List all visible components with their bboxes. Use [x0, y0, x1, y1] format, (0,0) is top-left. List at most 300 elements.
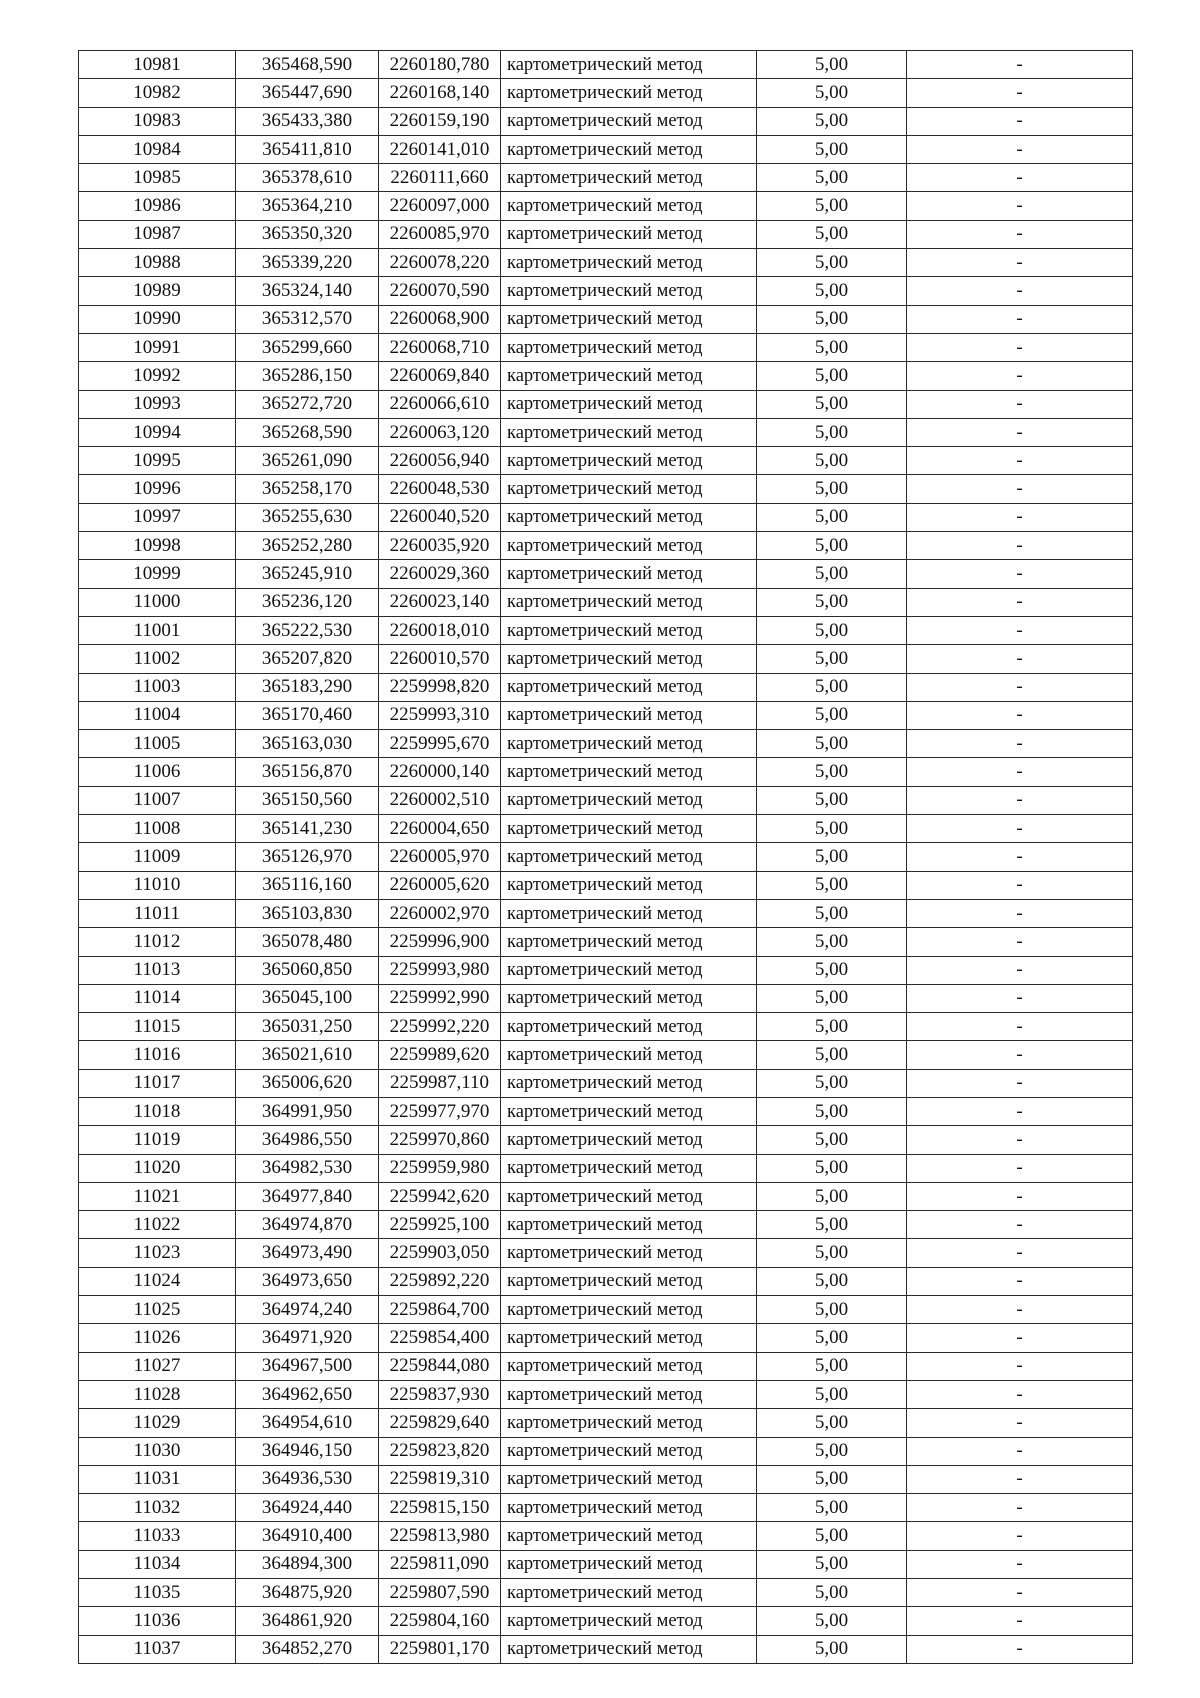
x-coordinate-cell: 365258,170 — [236, 475, 379, 503]
accuracy-cell: 5,00 — [757, 475, 907, 503]
description-cell: - — [907, 1579, 1133, 1607]
point-number-cell: 10995 — [79, 447, 236, 475]
point-number-cell: 11018 — [79, 1097, 236, 1125]
accuracy-cell: 5,00 — [757, 1494, 907, 1522]
y-coordinate-cell: 2260002,970 — [379, 899, 501, 927]
description-cell: - — [907, 1607, 1133, 1635]
y-coordinate-cell: 2260023,140 — [379, 588, 501, 616]
description-cell: - — [907, 956, 1133, 984]
description-cell: - — [907, 730, 1133, 758]
description-cell: - — [907, 135, 1133, 163]
point-number-cell: 10997 — [79, 503, 236, 531]
y-coordinate-cell: 2259992,990 — [379, 984, 501, 1012]
method-cell: картометрический метод — [501, 1494, 757, 1522]
accuracy-cell: 5,00 — [757, 1550, 907, 1578]
description-cell: - — [907, 1522, 1133, 1550]
method-cell: картометрический метод — [501, 475, 757, 503]
point-number-cell: 11028 — [79, 1380, 236, 1408]
table-row — [79, 956, 1133, 984]
table-row — [79, 1494, 1133, 1522]
description-cell: - — [907, 1494, 1133, 1522]
x-coordinate-cell: 365183,290 — [236, 673, 379, 701]
accuracy-cell: 5,00 — [757, 220, 907, 248]
point-number-cell: 11000 — [79, 588, 236, 616]
description-cell: - — [907, 1465, 1133, 1493]
description-cell: - — [907, 701, 1133, 729]
y-coordinate-cell: 2260005,620 — [379, 871, 501, 899]
point-number-cell: 10982 — [79, 79, 236, 107]
point-number-cell: 11026 — [79, 1324, 236, 1352]
accuracy-cell: 5,00 — [757, 1352, 907, 1380]
method-cell: картометрический метод — [501, 701, 757, 729]
x-coordinate-cell: 365299,660 — [236, 333, 379, 361]
accuracy-cell: 5,00 — [757, 447, 907, 475]
table-row — [79, 786, 1133, 814]
accuracy-cell: 5,00 — [757, 418, 907, 446]
description-cell: - — [907, 220, 1133, 248]
y-coordinate-cell: 2260078,220 — [379, 249, 501, 277]
point-number-cell: 10985 — [79, 164, 236, 192]
table-row — [79, 1352, 1133, 1380]
method-cell: картометрический метод — [501, 1239, 757, 1267]
y-coordinate-cell: 2260029,360 — [379, 560, 501, 588]
x-coordinate-cell: 364971,920 — [236, 1324, 379, 1352]
description-cell: - — [907, 79, 1133, 107]
point-number-cell: 11020 — [79, 1154, 236, 1182]
description-cell: - — [907, 333, 1133, 361]
table-row — [79, 673, 1133, 701]
y-coordinate-cell: 2259970,860 — [379, 1126, 501, 1154]
y-coordinate-cell: 2260004,650 — [379, 815, 501, 843]
x-coordinate-cell: 364974,240 — [236, 1296, 379, 1324]
y-coordinate-cell: 2259992,220 — [379, 1013, 501, 1041]
x-coordinate-cell: 365378,610 — [236, 164, 379, 192]
point-number-cell: 11029 — [79, 1409, 236, 1437]
x-coordinate-cell: 365126,970 — [236, 843, 379, 871]
method-cell: картометрический метод — [501, 843, 757, 871]
method-cell: картометрический метод — [501, 1550, 757, 1578]
table-row — [79, 447, 1133, 475]
y-coordinate-cell: 2259823,820 — [379, 1437, 501, 1465]
y-coordinate-cell: 2260168,140 — [379, 79, 501, 107]
x-coordinate-cell: 365245,910 — [236, 560, 379, 588]
description-cell: - — [907, 1437, 1133, 1465]
point-number-cell: 11007 — [79, 786, 236, 814]
description-cell: - — [907, 1041, 1133, 1069]
accuracy-cell: 5,00 — [757, 1437, 907, 1465]
method-cell: картометрический метод — [501, 560, 757, 588]
accuracy-cell: 5,00 — [757, 899, 907, 927]
accuracy-cell: 5,00 — [757, 192, 907, 220]
table-row — [79, 305, 1133, 333]
x-coordinate-cell: 364924,440 — [236, 1494, 379, 1522]
y-coordinate-cell: 2260070,590 — [379, 277, 501, 305]
table-row — [79, 1126, 1133, 1154]
x-coordinate-cell: 365021,610 — [236, 1041, 379, 1069]
table-row — [79, 1154, 1133, 1182]
point-number-cell: 11004 — [79, 701, 236, 729]
method-cell: картометрический метод — [501, 1579, 757, 1607]
description-cell: - — [907, 249, 1133, 277]
table-row — [79, 135, 1133, 163]
description-cell: - — [907, 1380, 1133, 1408]
y-coordinate-cell: 2259995,670 — [379, 730, 501, 758]
description-cell: - — [907, 1267, 1133, 1295]
table-row — [79, 560, 1133, 588]
x-coordinate-cell: 364852,270 — [236, 1635, 379, 1663]
accuracy-cell: 5,00 — [757, 786, 907, 814]
point-number-cell: 11002 — [79, 645, 236, 673]
accuracy-cell: 5,00 — [757, 560, 907, 588]
accuracy-cell: 5,00 — [757, 1607, 907, 1635]
y-coordinate-cell: 2260141,010 — [379, 135, 501, 163]
table-row — [79, 51, 1133, 79]
method-cell: картометрический метод — [501, 1607, 757, 1635]
y-coordinate-cell: 2259844,080 — [379, 1352, 501, 1380]
x-coordinate-cell: 365324,140 — [236, 277, 379, 305]
point-number-cell: 11027 — [79, 1352, 236, 1380]
accuracy-cell: 5,00 — [757, 390, 907, 418]
coordinates-table — [78, 50, 1133, 1664]
y-coordinate-cell: 2259903,050 — [379, 1239, 501, 1267]
x-coordinate-cell: 365150,560 — [236, 786, 379, 814]
x-coordinate-cell: 364991,950 — [236, 1097, 379, 1125]
point-number-cell: 11037 — [79, 1635, 236, 1663]
method-cell: картометрический метод — [501, 1267, 757, 1295]
y-coordinate-cell: 2259854,400 — [379, 1324, 501, 1352]
table-row — [79, 79, 1133, 107]
description-cell: - — [907, 1296, 1133, 1324]
x-coordinate-cell: 365272,720 — [236, 390, 379, 418]
point-number-cell: 10999 — [79, 560, 236, 588]
table-row — [79, 1465, 1133, 1493]
x-coordinate-cell: 365286,150 — [236, 362, 379, 390]
method-cell: картометрический метод — [501, 447, 757, 475]
point-number-cell: 11024 — [79, 1267, 236, 1295]
method-cell: картометрический метод — [501, 1126, 757, 1154]
method-cell: картометрический метод — [501, 786, 757, 814]
description-cell: - — [907, 786, 1133, 814]
table-row — [79, 277, 1133, 305]
method-cell: картометрический метод — [501, 1097, 757, 1125]
point-number-cell: 10983 — [79, 107, 236, 135]
y-coordinate-cell: 2259801,170 — [379, 1635, 501, 1663]
method-cell: картометрический метод — [501, 1211, 757, 1239]
y-coordinate-cell: 2259993,980 — [379, 956, 501, 984]
y-coordinate-cell: 2260063,120 — [379, 418, 501, 446]
y-coordinate-cell: 2259829,640 — [379, 1409, 501, 1437]
table-row — [79, 616, 1133, 644]
method-cell: картометрический метод — [501, 220, 757, 248]
x-coordinate-cell: 364936,530 — [236, 1465, 379, 1493]
method-cell: картометрический метод — [501, 928, 757, 956]
table-row — [79, 1522, 1133, 1550]
method-cell: картометрический метод — [501, 249, 757, 277]
description-cell: - — [907, 503, 1133, 531]
accuracy-cell: 5,00 — [757, 956, 907, 984]
accuracy-cell: 5,00 — [757, 135, 907, 163]
accuracy-cell: 5,00 — [757, 1041, 907, 1069]
point-number-cell: 11031 — [79, 1465, 236, 1493]
x-coordinate-cell: 364977,840 — [236, 1182, 379, 1210]
point-number-cell: 11015 — [79, 1013, 236, 1041]
table-row — [79, 1069, 1133, 1097]
accuracy-cell: 5,00 — [757, 333, 907, 361]
x-coordinate-cell: 364894,300 — [236, 1550, 379, 1578]
method-cell: картометрический метод — [501, 1182, 757, 1210]
y-coordinate-cell: 2259998,820 — [379, 673, 501, 701]
method-cell: картометрический метод — [501, 503, 757, 531]
y-coordinate-cell: 2259925,100 — [379, 1211, 501, 1239]
method-cell: картометрический метод — [501, 418, 757, 446]
accuracy-cell: 5,00 — [757, 1182, 907, 1210]
description-cell: - — [907, 475, 1133, 503]
description-cell: - — [907, 673, 1133, 701]
x-coordinate-cell: 365236,120 — [236, 588, 379, 616]
description-cell: - — [907, 560, 1133, 588]
method-cell: картометрический метод — [501, 1154, 757, 1182]
y-coordinate-cell: 2260111,660 — [379, 164, 501, 192]
y-coordinate-cell: 2260085,970 — [379, 220, 501, 248]
table-row — [79, 192, 1133, 220]
x-coordinate-cell: 365060,850 — [236, 956, 379, 984]
x-coordinate-cell: 365207,820 — [236, 645, 379, 673]
x-coordinate-cell: 365045,100 — [236, 984, 379, 1012]
point-number-cell: 10992 — [79, 362, 236, 390]
method-cell: картометрический метод — [501, 135, 757, 163]
x-coordinate-cell: 365222,530 — [236, 616, 379, 644]
description-cell: - — [907, 1324, 1133, 1352]
description-cell: - — [907, 390, 1133, 418]
x-coordinate-cell: 365261,090 — [236, 447, 379, 475]
table-row — [79, 1182, 1133, 1210]
x-coordinate-cell: 365433,380 — [236, 107, 379, 135]
point-number-cell: 11012 — [79, 928, 236, 956]
x-coordinate-cell: 365031,250 — [236, 1013, 379, 1041]
table-row — [79, 1324, 1133, 1352]
x-coordinate-cell: 365141,230 — [236, 815, 379, 843]
x-coordinate-cell: 365468,590 — [236, 51, 379, 79]
y-coordinate-cell: 2260005,970 — [379, 843, 501, 871]
method-cell: картометрический метод — [501, 1324, 757, 1352]
table-row — [79, 1579, 1133, 1607]
point-number-cell: 11010 — [79, 871, 236, 899]
description-cell: - — [907, 928, 1133, 956]
x-coordinate-cell: 365364,210 — [236, 192, 379, 220]
description-cell: - — [907, 758, 1133, 786]
accuracy-cell: 5,00 — [757, 616, 907, 644]
method-cell: картометрический метод — [501, 815, 757, 843]
description-cell: - — [907, 277, 1133, 305]
point-number-cell: 11009 — [79, 843, 236, 871]
accuracy-cell: 5,00 — [757, 1097, 907, 1125]
y-coordinate-cell: 2259804,160 — [379, 1607, 501, 1635]
point-number-cell: 11016 — [79, 1041, 236, 1069]
y-coordinate-cell: 2260002,510 — [379, 786, 501, 814]
method-cell: картометрический метод — [501, 1041, 757, 1069]
point-number-cell: 10993 — [79, 390, 236, 418]
accuracy-cell: 5,00 — [757, 758, 907, 786]
accuracy-cell: 5,00 — [757, 843, 907, 871]
point-number-cell: 11022 — [79, 1211, 236, 1239]
table-row — [79, 1097, 1133, 1125]
accuracy-cell: 5,00 — [757, 362, 907, 390]
accuracy-cell: 5,00 — [757, 305, 907, 333]
x-coordinate-cell: 365252,280 — [236, 532, 379, 560]
x-coordinate-cell: 364875,920 — [236, 1579, 379, 1607]
description-cell: - — [907, 1154, 1133, 1182]
accuracy-cell: 5,00 — [757, 1013, 907, 1041]
method-cell: картометрический метод — [501, 305, 757, 333]
method-cell: картометрический метод — [501, 277, 757, 305]
method-cell: картометрический метод — [501, 192, 757, 220]
point-number-cell: 11033 — [79, 1522, 236, 1550]
accuracy-cell: 5,00 — [757, 1296, 907, 1324]
table-row — [79, 928, 1133, 956]
y-coordinate-cell: 2260068,710 — [379, 333, 501, 361]
description-cell: - — [907, 871, 1133, 899]
point-number-cell: 11021 — [79, 1182, 236, 1210]
accuracy-cell: 5,00 — [757, 249, 907, 277]
description-cell: - — [907, 1126, 1133, 1154]
table-row — [79, 1013, 1133, 1041]
method-cell: картометрический метод — [501, 1409, 757, 1437]
y-coordinate-cell: 2259942,620 — [379, 1182, 501, 1210]
description-cell: - — [907, 305, 1133, 333]
method-cell: картометрический метод — [501, 1380, 757, 1408]
method-cell: картометрический метод — [501, 1635, 757, 1663]
point-number-cell: 11017 — [79, 1069, 236, 1097]
accuracy-cell: 5,00 — [757, 928, 907, 956]
description-cell: - — [907, 899, 1133, 927]
method-cell: картометрический метод — [501, 1437, 757, 1465]
y-coordinate-cell: 2260040,520 — [379, 503, 501, 531]
table-row — [79, 164, 1133, 192]
x-coordinate-cell: 364967,500 — [236, 1352, 379, 1380]
method-cell: картометрический метод — [501, 107, 757, 135]
accuracy-cell: 5,00 — [757, 1069, 907, 1097]
y-coordinate-cell: 2259837,930 — [379, 1380, 501, 1408]
accuracy-cell: 5,00 — [757, 51, 907, 79]
accuracy-cell: 5,00 — [757, 107, 907, 135]
point-number-cell: 11034 — [79, 1550, 236, 1578]
table-row — [79, 1267, 1133, 1295]
x-coordinate-cell: 365350,320 — [236, 220, 379, 248]
point-number-cell: 10998 — [79, 532, 236, 560]
description-cell: - — [907, 1069, 1133, 1097]
x-coordinate-cell: 364861,920 — [236, 1607, 379, 1635]
method-cell: картометрический метод — [501, 1069, 757, 1097]
table-row — [79, 588, 1133, 616]
description-cell: - — [907, 1239, 1133, 1267]
description-cell: - — [907, 192, 1133, 220]
method-cell: картометрический метод — [501, 899, 757, 927]
description-cell: - — [907, 418, 1133, 446]
x-coordinate-cell: 364946,150 — [236, 1437, 379, 1465]
method-cell: картометрический метод — [501, 730, 757, 758]
y-coordinate-cell: 2259819,310 — [379, 1465, 501, 1493]
table-row — [79, 730, 1133, 758]
point-number-cell: 11011 — [79, 899, 236, 927]
y-coordinate-cell: 2260035,920 — [379, 532, 501, 560]
table-row — [79, 1211, 1133, 1239]
x-coordinate-cell: 364973,490 — [236, 1239, 379, 1267]
table-row — [79, 333, 1133, 361]
point-number-cell: 10987 — [79, 220, 236, 248]
description-cell: - — [907, 588, 1133, 616]
description-cell: - — [907, 1182, 1133, 1210]
method-cell: картометрический метод — [501, 164, 757, 192]
x-coordinate-cell: 365116,160 — [236, 871, 379, 899]
point-number-cell: 10989 — [79, 277, 236, 305]
x-coordinate-cell: 365078,480 — [236, 928, 379, 956]
description-cell: - — [907, 645, 1133, 673]
table-row — [79, 1296, 1133, 1324]
y-coordinate-cell: 2259811,090 — [379, 1550, 501, 1578]
description-cell: - — [907, 532, 1133, 560]
x-coordinate-cell: 364974,870 — [236, 1211, 379, 1239]
y-coordinate-cell: 2260000,140 — [379, 758, 501, 786]
method-cell: картометрический метод — [501, 758, 757, 786]
method-cell: картометрический метод — [501, 333, 757, 361]
description-cell: - — [907, 1013, 1133, 1041]
point-number-cell: 11008 — [79, 815, 236, 843]
description-cell: - — [907, 616, 1133, 644]
method-cell: картометрический метод — [501, 616, 757, 644]
accuracy-cell: 5,00 — [757, 503, 907, 531]
point-number-cell: 11013 — [79, 956, 236, 984]
description-cell: - — [907, 447, 1133, 475]
description-cell: - — [907, 1097, 1133, 1125]
y-coordinate-cell: 2260069,840 — [379, 362, 501, 390]
method-cell: картометрический метод — [501, 984, 757, 1012]
table-row — [79, 503, 1133, 531]
point-number-cell: 10984 — [79, 135, 236, 163]
method-cell: картометрический метод — [501, 51, 757, 79]
x-coordinate-cell: 365268,590 — [236, 418, 379, 446]
table-row — [79, 1380, 1133, 1408]
accuracy-cell: 5,00 — [757, 984, 907, 1012]
point-number-cell: 11035 — [79, 1579, 236, 1607]
accuracy-cell: 5,00 — [757, 1409, 907, 1437]
accuracy-cell: 5,00 — [757, 1579, 907, 1607]
table-row — [79, 1607, 1133, 1635]
x-coordinate-cell: 365411,810 — [236, 135, 379, 163]
y-coordinate-cell: 2259892,220 — [379, 1267, 501, 1295]
accuracy-cell: 5,00 — [757, 79, 907, 107]
y-coordinate-cell: 2259807,590 — [379, 1579, 501, 1607]
point-number-cell: 11006 — [79, 758, 236, 786]
point-number-cell: 11030 — [79, 1437, 236, 1465]
accuracy-cell: 5,00 — [757, 673, 907, 701]
y-coordinate-cell: 2260066,610 — [379, 390, 501, 418]
accuracy-cell: 5,00 — [757, 164, 907, 192]
x-coordinate-cell: 365156,870 — [236, 758, 379, 786]
point-number-cell: 11032 — [79, 1494, 236, 1522]
point-number-cell: 10991 — [79, 333, 236, 361]
table-body — [79, 51, 1133, 1664]
point-number-cell: 11001 — [79, 616, 236, 644]
y-coordinate-cell: 2259864,700 — [379, 1296, 501, 1324]
accuracy-cell: 5,00 — [757, 1126, 907, 1154]
x-coordinate-cell: 364910,400 — [236, 1522, 379, 1550]
method-cell: картометрический метод — [501, 588, 757, 616]
description-cell: - — [907, 362, 1133, 390]
y-coordinate-cell: 2259987,110 — [379, 1069, 501, 1097]
method-cell: картометрический метод — [501, 1352, 757, 1380]
y-coordinate-cell: 2260180,780 — [379, 51, 501, 79]
y-coordinate-cell: 2260068,900 — [379, 305, 501, 333]
